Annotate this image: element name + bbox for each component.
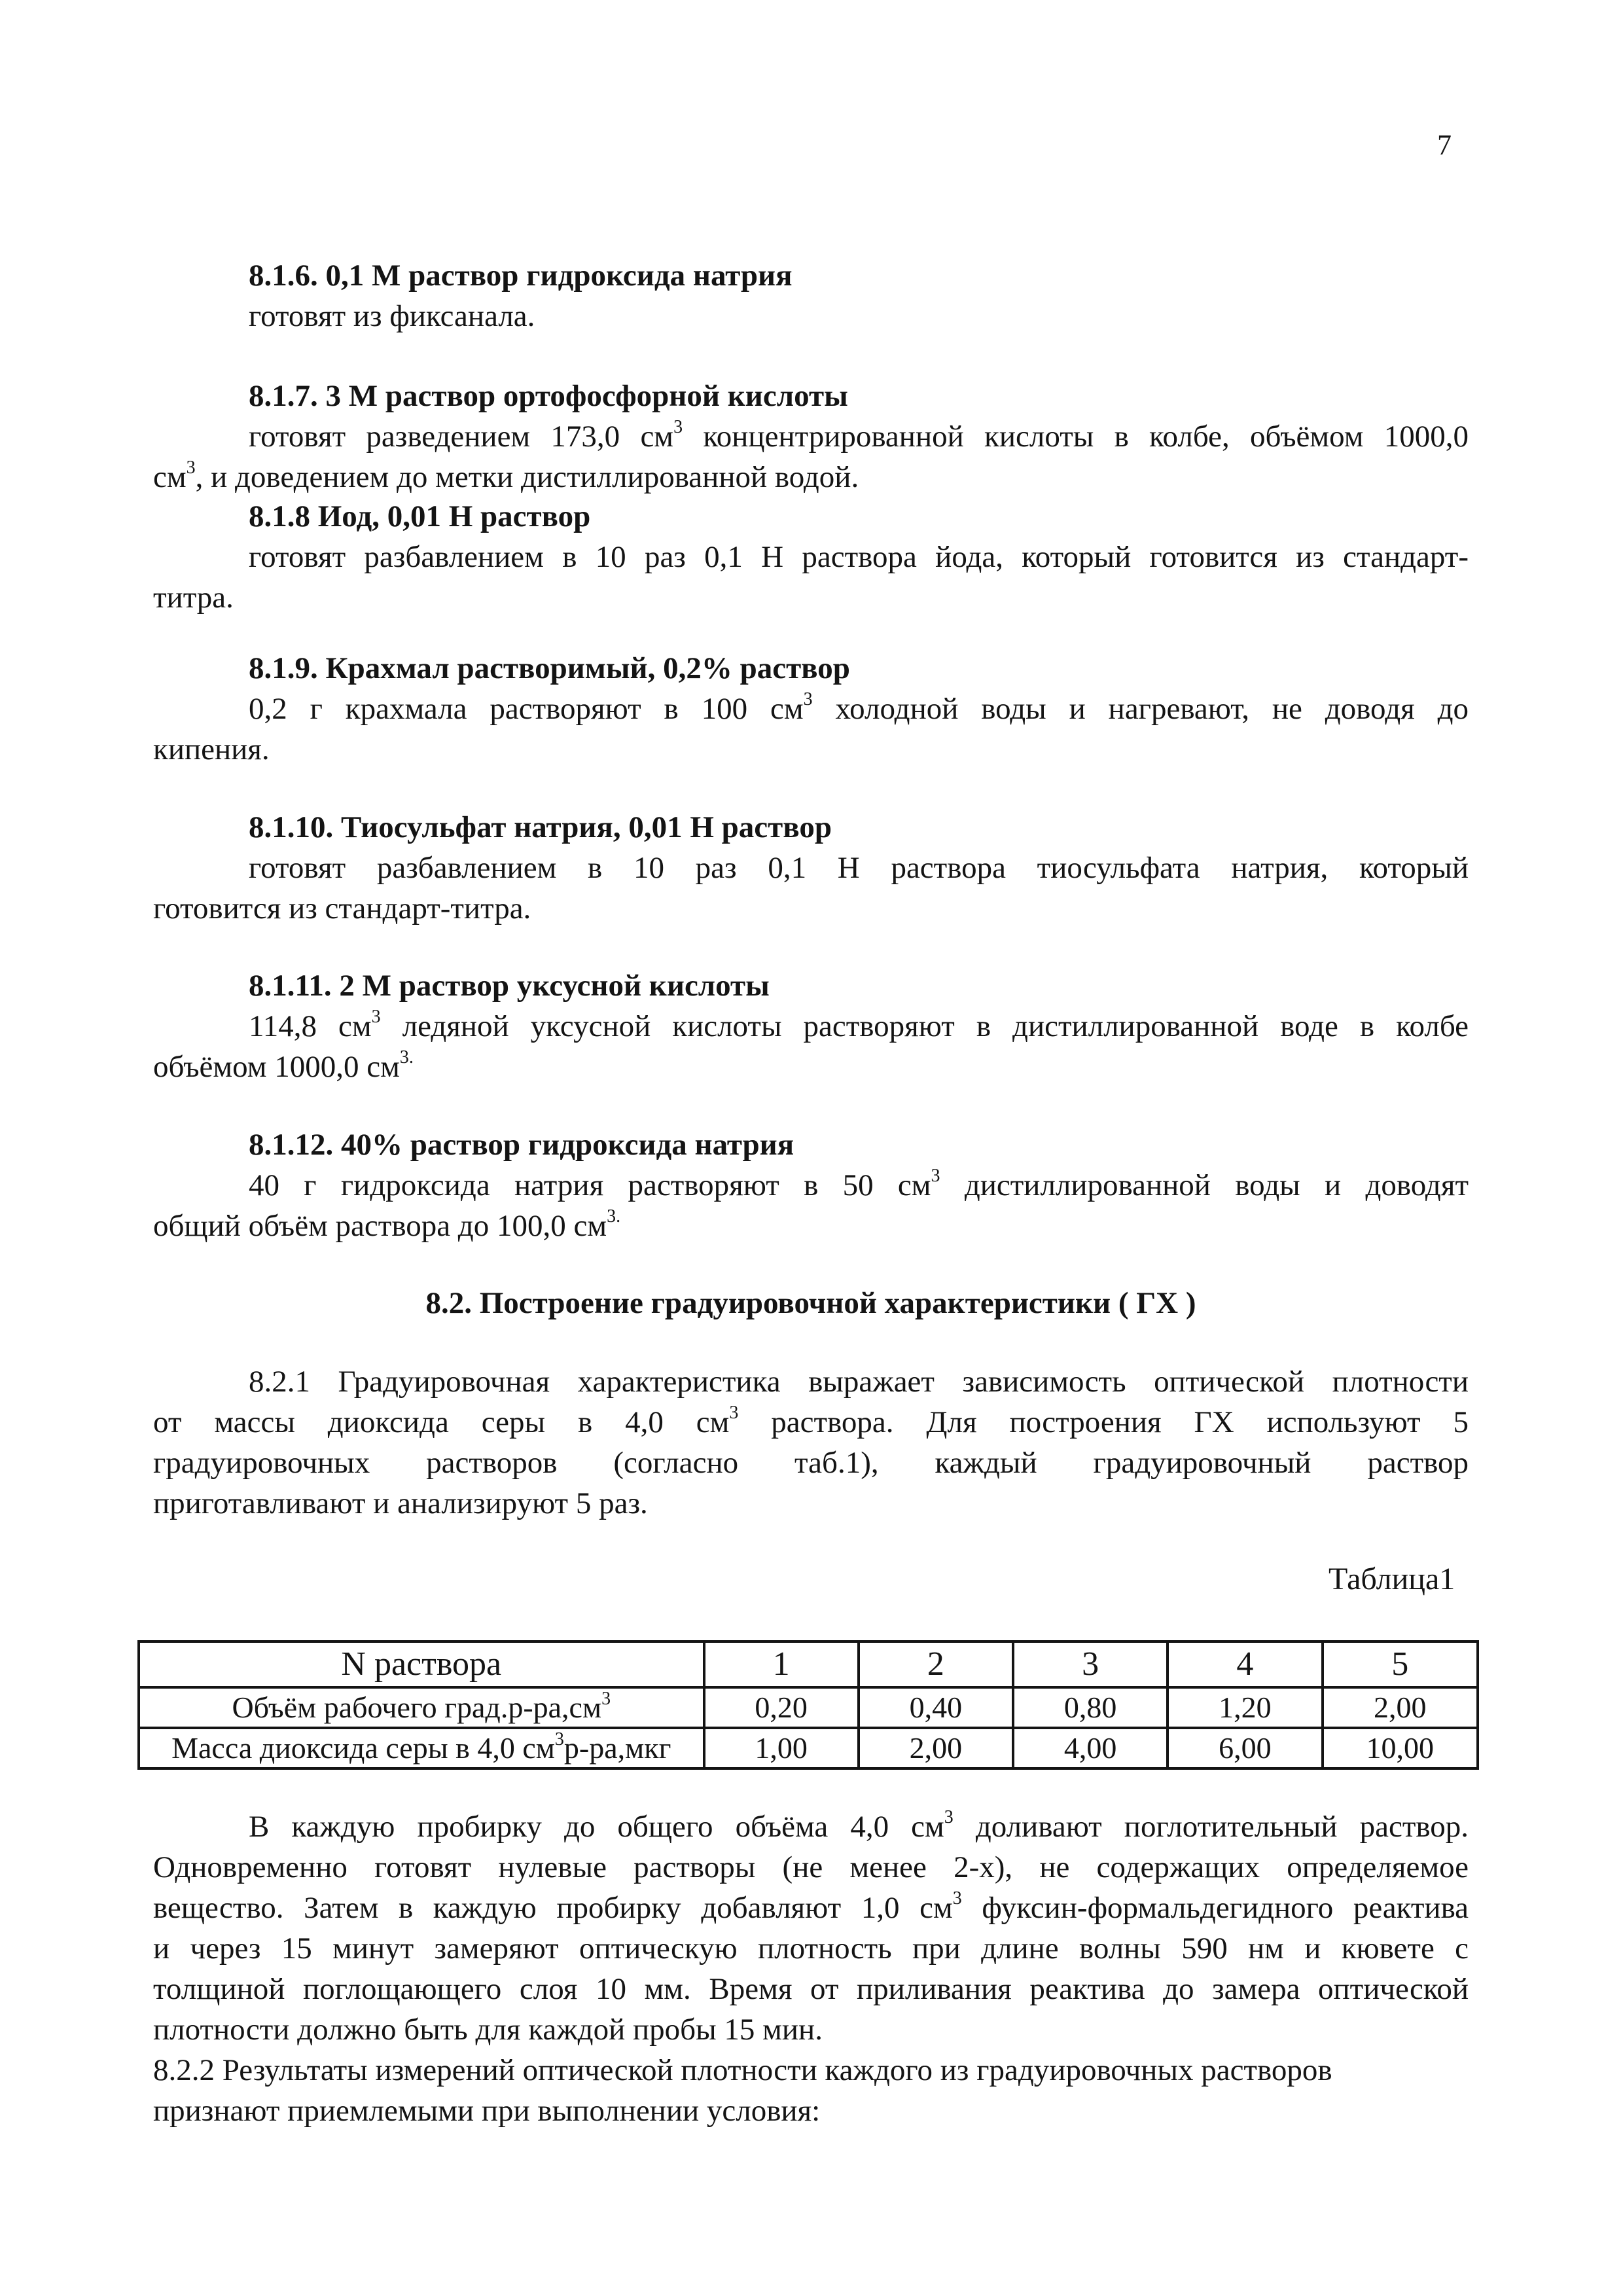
section-heading: 8.1.12. 40% раствор гидроксида натрия bbox=[249, 1128, 794, 1162]
table-row-label: Масса диоксида серы в 4,0 $см^3р-ра,мкг$ bbox=[139, 1728, 704, 1768]
paragraph-line: 40 г гидроксида натрия растворяют в 50 $см^3$ дистиллированной воды и доводят bbox=[249, 1166, 1469, 1202]
paragraph-line: готовят разведением 173,0 $см^3$ концентрированной кислоты в колбе, объёмом 1000,0 bbox=[249, 417, 1469, 454]
table-cell: 2,00 bbox=[1323, 1687, 1478, 1728]
paragraph-line: объёмом 1000,0 $см^{3.}$ bbox=[153, 1047, 414, 1084]
section-8-1-11 bbox=[153, 965, 1469, 1087]
table-header-cell: 3 bbox=[1013, 1641, 1168, 1687]
paragraph-after-table bbox=[153, 1806, 1469, 2050]
paragraph-line: 0,2 г крахмала растворяют в 100 $см^3$ холодной воды и нагревают, не доводя до bbox=[249, 689, 1469, 726]
paragraph-line: $см^3$, и доведением до метки дистиллированной водой. bbox=[153, 457, 859, 494]
table-header-cell: 5 bbox=[1323, 1641, 1478, 1687]
paragraph-line: вещество. Затем в каждую пробирку добавляют 1,0 $см^3$ фуксин-формальдегидного реактива bbox=[153, 1888, 1469, 1925]
table-header-cell: 1 bbox=[704, 1641, 859, 1687]
section-8-2 bbox=[153, 1283, 1469, 1323]
section-8-2-2 bbox=[153, 2050, 1469, 2131]
section-8-1-12 bbox=[153, 1124, 1469, 1246]
table-cell: 0,80 bbox=[1013, 1687, 1168, 1728]
section-heading: 8.1.9. Крахмал растворимый, 0,2% раствор bbox=[249, 651, 850, 685]
page-number: 7 bbox=[1437, 129, 1452, 161]
section-heading: 8.2. Построение градуировочной характеристики ( ГХ ) bbox=[425, 1286, 1196, 1320]
section-heading: 8.1.11. 2 М раствор уксусной кислоты bbox=[249, 969, 770, 1003]
table-cell: 10,00 bbox=[1323, 1728, 1478, 1768]
paragraph-line: плотности должно быть для каждой пробы 15 мин. bbox=[153, 2013, 823, 2047]
paragraph-line: градуировочных растворов (согласно таб.1), каждый градуировочный раствор bbox=[153, 1446, 1469, 1480]
table-cell: 4,00 bbox=[1013, 1728, 1168, 1768]
table-cell: 6,00 bbox=[1168, 1728, 1322, 1768]
paragraph-line: 114,8 $см^3$ ледяной уксусной кислоты растворяют в дистиллированной воде в колбе bbox=[249, 1007, 1469, 1043]
table-cell: 0,40 bbox=[859, 1687, 1013, 1728]
section-heading: 8.1.10. Тиосульфат натрия, 0,01 Н раствор bbox=[249, 810, 832, 844]
paragraph-line: признают приемлемыми при выполнении условия: bbox=[153, 2094, 821, 2128]
paragraph-line: общий объём раствора до 100,0 $см^{3.}$ bbox=[153, 1206, 621, 1243]
table-header-cell: 4 bbox=[1168, 1641, 1322, 1687]
table-header-cell: N раствора bbox=[139, 1641, 704, 1687]
paragraph-line: и через 15 минут замеряют оптическую плотность при длине волны 590 нм и кювете с bbox=[153, 1931, 1469, 1965]
calibration-table bbox=[137, 1640, 1479, 1770]
section-8-1-8 bbox=[153, 496, 1469, 618]
section-heading: 8.1.8 Иод, 0,01 Н раствор bbox=[249, 499, 591, 533]
table-cell: 1,20 bbox=[1168, 1687, 1322, 1728]
paragraph-line: В каждую пробирку до общего объёма 4,0 $см^3$ доливают поглотительный раствор. bbox=[249, 1807, 1469, 1844]
paragraph-line: кипения. bbox=[153, 732, 270, 766]
paragraph-line: готовят из фиксанала. bbox=[249, 299, 535, 333]
section-8-2-1 bbox=[153, 1361, 1469, 1524]
section-heading: 8.1.7. 3 М раствор ортофосфорной кислоты bbox=[249, 379, 848, 413]
table-header-row bbox=[139, 1641, 1478, 1687]
section-8-1-9 bbox=[153, 648, 1469, 770]
paragraph-line: готовят разбавлением в 10 раз 0,1 Н раствора йода, который готовится из стандарт- bbox=[249, 540, 1469, 574]
section-8-1-6 bbox=[153, 255, 1469, 336]
paragraph-line: готовят разбавлением в 10 раз 0,1 Н раствора тиосульфата натрия, который bbox=[249, 851, 1469, 885]
section-heading: 8.1.6. 0,1 М раствор гидроксида натрия bbox=[249, 259, 793, 293]
table-cell: 0,20 bbox=[704, 1687, 859, 1728]
paragraph-line: 8.2.1 Градуировочная характеристика выражает зависимость оптической плотности bbox=[249, 1365, 1469, 1399]
table-caption: Таблица1 bbox=[1329, 1562, 1455, 1596]
paragraph-line: 8.2.2 Результаты измерений оптической плотности каждого из градуировочных растворов bbox=[153, 2053, 1332, 2087]
table-row bbox=[139, 1728, 1478, 1768]
paragraph-line: приготавливают и анализируют 5 раз. bbox=[153, 1486, 648, 1520]
table-row-label: Объём рабочего $град.р-ра,см^3$ bbox=[139, 1687, 704, 1728]
section-8-1-7 bbox=[153, 376, 1469, 497]
table-cell: 2,00 bbox=[859, 1728, 1013, 1768]
table-cell: 1,00 bbox=[704, 1728, 859, 1768]
table-header-cell: 2 bbox=[859, 1641, 1013, 1687]
paragraph-line: Одновременно готовят нулевые растворы (не менее 2-х), не содержащих определяемое bbox=[153, 1850, 1469, 1884]
paragraph-line: титра. bbox=[153, 581, 234, 615]
table-row bbox=[139, 1687, 1478, 1728]
paragraph-line: готовится из стандарт-титра. bbox=[153, 891, 531, 925]
paragraph-line: толщиной поглощающего слоя 10 мм. Время от приливания реактива до замера оптической bbox=[153, 1972, 1469, 2006]
section-8-1-10 bbox=[153, 807, 1469, 929]
paragraph-line: от массы диоксида серы в 4,0 $см^3$ раствора. Для построения ГХ используют 5 bbox=[153, 1403, 1469, 1439]
